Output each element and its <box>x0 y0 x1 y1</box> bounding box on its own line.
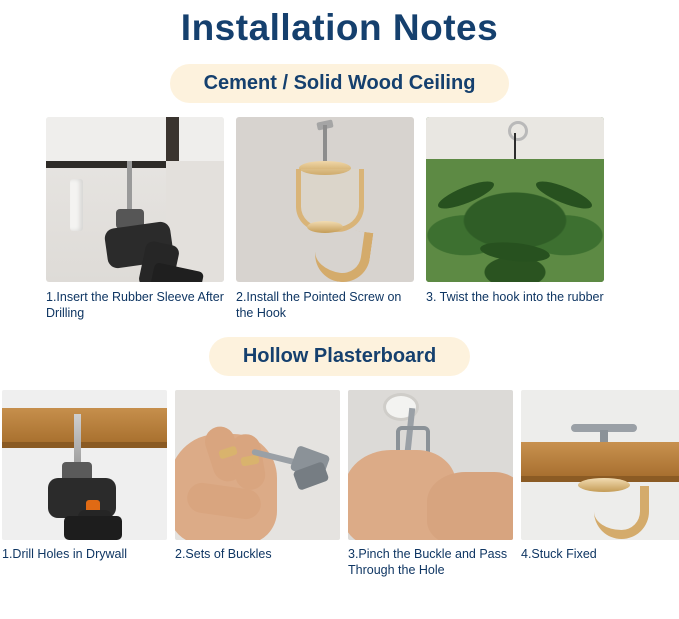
section-2-steps <box>0 390 679 578</box>
installation-notes-page <box>0 6 679 619</box>
step-caption: 3.Pinch the Buckle and Pass Through the Hole <box>348 547 508 578</box>
step-caption: 4.Stuck Fixed <box>521 547 597 562</box>
section-heading-cement: Cement / Solid Wood Ceiling <box>170 64 510 103</box>
step-item <box>175 390 340 578</box>
stuck-fixed-hook-photo <box>521 390 679 540</box>
illustration <box>2 390 167 540</box>
hook-with-screw-photo <box>236 117 414 282</box>
section-1-steps <box>0 117 679 321</box>
illustration <box>348 390 513 540</box>
hanging-fern-plant-photo <box>426 117 604 282</box>
illustration <box>426 117 604 282</box>
section-2-header <box>0 337 679 376</box>
page-title: Installation Notes <box>180 7 499 48</box>
drill-into-ceiling-photo <box>46 117 224 282</box>
section-heading-plasterboard: Hollow Plasterboard <box>209 337 470 376</box>
step-caption: 1.Drill Holes in Drywall <box>2 547 128 562</box>
illustration <box>175 390 340 540</box>
step-item <box>2 390 167 578</box>
step-item <box>236 117 414 321</box>
step-item <box>426 117 604 321</box>
illustration <box>521 390 679 540</box>
step-item <box>521 390 679 578</box>
step-caption: 1.Insert the Rubber Sleeve After Drilling <box>46 290 224 321</box>
step-caption: 2.Sets of Buckles <box>175 547 272 562</box>
step-item <box>348 390 513 578</box>
illustration <box>46 117 224 282</box>
step-item <box>46 117 224 321</box>
pinch-buckle-photo <box>348 390 513 540</box>
section-1-header <box>0 64 679 103</box>
step-caption: 3. Twist the hook into the rubber <box>426 290 604 305</box>
toggle-buckle-set-photo <box>175 390 340 540</box>
illustration <box>236 117 414 282</box>
step-caption: 2.Install the Pointed Screw on the Hook <box>236 290 402 321</box>
drill-into-drywall-photo <box>2 390 167 540</box>
